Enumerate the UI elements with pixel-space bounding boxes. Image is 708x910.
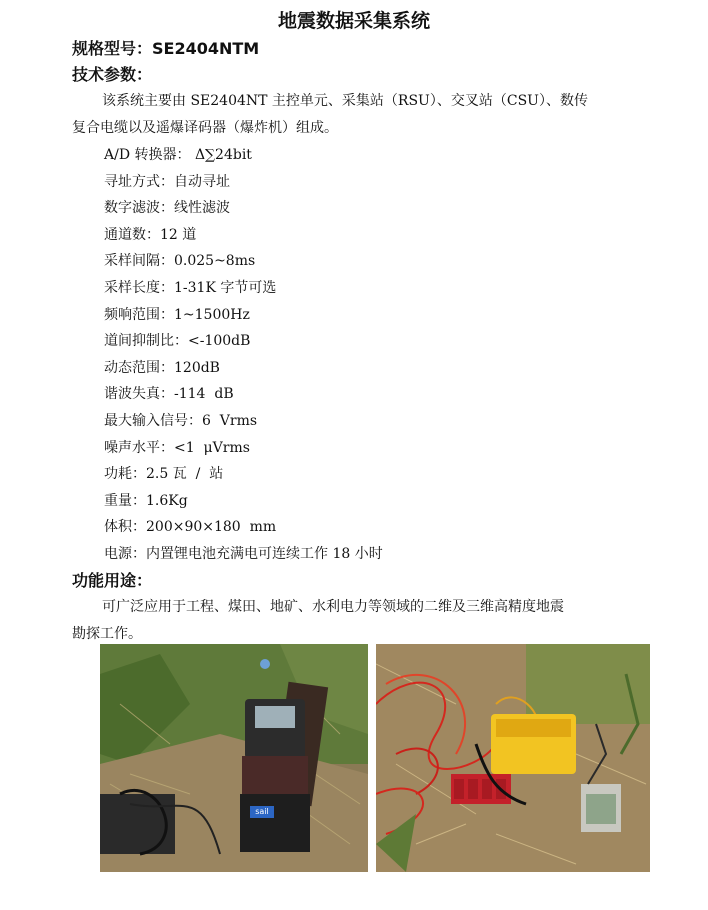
spec-item: 功耗：2.5 瓦 / 站 bbox=[104, 466, 224, 483]
model-line: 规格型号：SE2404NTM bbox=[72, 39, 260, 58]
spec-item: 最大输入信号：6 Vrms bbox=[104, 412, 258, 429]
function-line-2: 勘探工作。 bbox=[72, 626, 142, 642]
function-paragraph bbox=[72, 594, 632, 648]
spec-item: 采样间隔：0.025~8ms bbox=[104, 253, 256, 270]
field-photo-cables bbox=[376, 644, 650, 872]
photo-recorder-illustration bbox=[100, 644, 368, 872]
spec-item: 体积：200×90×180 mm bbox=[104, 519, 277, 536]
function-line-1: 可广泛应用于工程、煤田、地矿、水利电力等领域的二维及三维高精度地震 bbox=[102, 599, 564, 615]
spec-item: 寻址方式：自动寻址 bbox=[104, 173, 230, 190]
page-title: 地震数据采集系统 bbox=[277, 10, 430, 32]
tech-params-heading: 技术参数： bbox=[72, 65, 153, 84]
photo-cables-illustration bbox=[376, 644, 650, 872]
spec-item: 动态范围：120dB bbox=[104, 359, 220, 376]
spec-item: A/D 转换器： Δ∑24bit bbox=[104, 147, 252, 163]
function-heading: 功能用途： bbox=[72, 571, 153, 590]
spec-item: 噪声水平：<1 μVrms bbox=[104, 439, 250, 456]
battery-brand-label: sail bbox=[255, 807, 269, 816]
spec-item: 重量：1.6Kg bbox=[104, 492, 188, 509]
spec-item: 道间抑制比：<-100dB bbox=[104, 333, 251, 350]
field-photo-recorder bbox=[100, 644, 368, 872]
spec-item: 电源：内置锂电池充满电可连续工作 18 小时 bbox=[104, 545, 383, 562]
spec-item: 采样长度：1-31K 字节可选 bbox=[104, 279, 277, 296]
intro-line-1: 该系统主要由 SE2404NT 主控单元、采集站（RSU）、交叉站（CSU）、数传 bbox=[102, 93, 588, 109]
spec-item: 通道数：12 道 bbox=[104, 226, 197, 243]
spec-item: 频响范围：1~1500Hz bbox=[104, 306, 250, 323]
spec-item: 谐波失真：-114 dB bbox=[104, 386, 234, 403]
intro-paragraph bbox=[72, 88, 632, 142]
intro-line-2: 复合电缆以及遥爆译码器（爆炸机）组成。 bbox=[72, 120, 338, 136]
spec-list bbox=[104, 142, 383, 568]
spec-item: 数字滤波：线性滤波 bbox=[104, 200, 230, 217]
